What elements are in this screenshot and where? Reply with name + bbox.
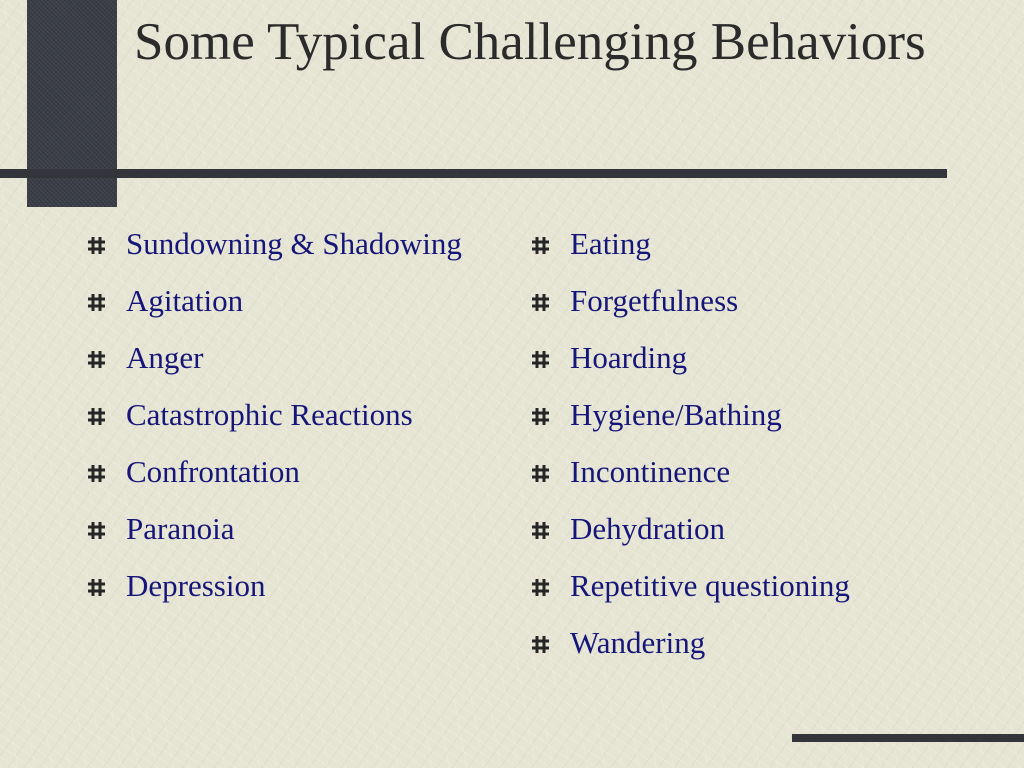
list-item-label: Catastrophic Reactions (126, 397, 413, 432)
list-item-label: Repetitive questioning (570, 568, 850, 603)
list-item-label: Hygiene/Bathing (570, 397, 782, 432)
list-item (88, 397, 508, 433)
list-item-label: Confrontation (126, 454, 300, 489)
hash-bullet-icon (532, 522, 549, 539)
hash-bullet-icon (88, 579, 105, 596)
hash-bullet-icon (88, 522, 105, 539)
list-item-label: Eating (570, 226, 651, 261)
list-item (532, 568, 952, 604)
list-item-label: Sundowning & Shadowing (126, 226, 462, 261)
hash-bullet-icon (88, 465, 105, 482)
list-item (532, 226, 952, 262)
hash-bullet-icon (88, 351, 105, 368)
list-item-label: Depression (126, 568, 266, 603)
list-item-label: Agitation (126, 283, 244, 318)
hash-bullet-icon (88, 294, 105, 311)
list-item (532, 283, 952, 319)
list-item (88, 226, 508, 262)
list-item (532, 397, 952, 433)
list-item-label: Paranoia (126, 511, 235, 546)
hash-bullet-icon (532, 237, 549, 254)
right-bullet-list (532, 226, 952, 682)
list-item (532, 511, 952, 547)
list-item (88, 340, 508, 376)
list-item-label: Wandering (570, 625, 706, 660)
hash-bullet-icon (532, 465, 549, 482)
hash-bullet-icon (88, 408, 105, 425)
list-item-label: Dehydration (570, 511, 725, 546)
list-item (532, 454, 952, 490)
list-item-label: Hoarding (570, 340, 688, 375)
hash-bullet-icon (532, 351, 549, 368)
hash-bullet-icon (532, 579, 549, 596)
left-bullet-list (88, 226, 508, 625)
list-item (88, 283, 508, 319)
hash-bullet-icon (532, 294, 549, 311)
hash-bullet-icon (88, 237, 105, 254)
bottom-divider (792, 734, 1024, 742)
hash-bullet-icon (532, 408, 549, 425)
hash-bullet-icon (532, 636, 549, 653)
slide-title: Some Typical Challenging Behaviors (134, 13, 926, 71)
list-item (532, 625, 952, 661)
list-item (88, 511, 508, 547)
list-item-label: Anger (126, 340, 204, 375)
list-item-label: Forgetfulness (570, 283, 739, 318)
list-item (88, 454, 508, 490)
list-item (88, 568, 508, 604)
title-divider (0, 169, 947, 178)
list-item-label: Incontinence (570, 454, 731, 489)
list-item (532, 340, 952, 376)
